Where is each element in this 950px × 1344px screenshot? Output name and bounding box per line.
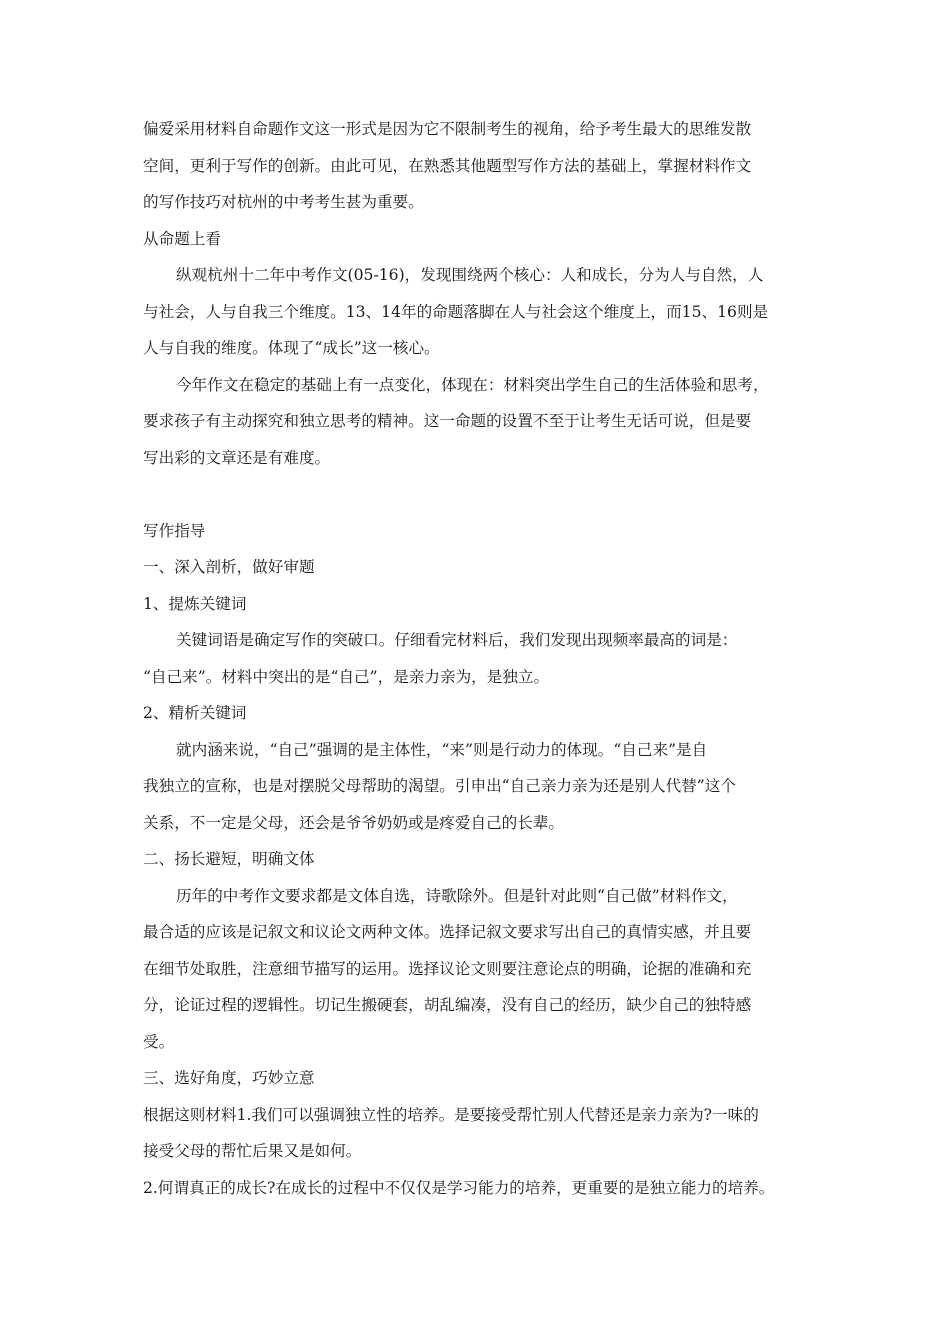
subsection-heading: 2、精析关键词 bbox=[143, 704, 247, 722]
section-heading: 从命题上看 bbox=[143, 230, 221, 248]
paragraph-line: 根据这则材料1.我们可以强调独立性的培养。是要接受帮忙别人代替还是亲力亲为?一味的 bbox=[143, 1106, 759, 1124]
paragraph-line: 分，论证过程的逻辑性。切记生搬硬套，胡乱编凑，没有自己的经历，缺少自己的独特感 bbox=[143, 996, 752, 1014]
paragraph-line: 人与自我的维度。体现了“成长”这一核心。 bbox=[143, 339, 440, 357]
paragraph-line: 今年作文在稳定的基础上有一点变化，体现在：材料突出学生自己的生活体验和思考， bbox=[176, 376, 769, 394]
paragraph-line: 纵观杭州十二年中考作文(05-16)，发现围绕两个核心：人和成长，分为人与自然，人 bbox=[176, 266, 764, 284]
subsection-heading: 一、深入剖析，做好审题 bbox=[143, 558, 315, 576]
subsection-heading: 二、扬长避短，明确文体 bbox=[143, 850, 315, 868]
paragraph-line: 接受父母的帮忙后果又是如何。 bbox=[143, 1142, 362, 1160]
subsection-heading: 1、提炼关键词 bbox=[143, 595, 247, 613]
paragraph-line: 写出彩的文章还是有难度。 bbox=[143, 449, 331, 467]
paragraph-line: 历年的中考作文要求都是文体自选，诗歌除外。但是针对此则“自己做”材料作文， bbox=[176, 887, 738, 905]
paragraph-line: 要求孩子有主动探究和独立思考的精神。这一命题的设置不至于让考生无话可说，但是要 bbox=[143, 412, 752, 430]
paragraph-line: 就内涵来说，“自己”强调的是主体性，“来”则是行动力的体现。“自己来”是自 bbox=[176, 741, 708, 759]
paragraph-line: 关键词语是确定写作的突破口。仔细看完材料后，我们发现出现频率最高的词是： bbox=[176, 631, 738, 649]
paragraph-line: 偏爱采用材料自命题作文这一形式是因为它不限制考生的视角，给予考生最大的思维发散 bbox=[143, 120, 752, 138]
paragraph-line: 受。 bbox=[143, 1033, 175, 1051]
paragraph-line: 最合适的应该是记叙文和议论文两种文体。选择记叙文要求写出自己的真情实感，并且要 bbox=[143, 923, 752, 941]
section-heading: 写作指导 bbox=[143, 522, 206, 540]
paragraph-line: 2.何谓真正的成长?在成长的过程中不仅仅是学习能力的培养，更重要的是独立能力的培养。 bbox=[143, 1179, 775, 1197]
paragraph-line: 的写作技巧对杭州的中考考生甚为重要。 bbox=[143, 193, 424, 211]
paragraph-line: 与社会，人与自我三个维度。13、14年的命题落脚在人与社会这个维度上，而15、16则是 bbox=[143, 303, 769, 321]
paragraph-line: 在细节处取胜，注意细节描写的运用。选择议论文则要注意论点的明确，论据的准确和充 bbox=[143, 960, 752, 978]
paragraph-line: 空间，更利于写作的创新。由此可见，在熟悉其他题型写作方法的基础上，掌握材料作文 bbox=[143, 157, 752, 175]
paragraph-line: “自己来”。材料中突出的是“自己”，是亲力亲为，是独立。 bbox=[143, 668, 550, 686]
paragraph-line: 我独立的宣称，也是对摆脱父母帮助的渴望。引申出“自己亲力亲为还是别人代替”这个 bbox=[143, 777, 736, 795]
subsection-heading: 三、选好角度，巧妙立意 bbox=[143, 1069, 315, 1087]
paragraph-line: 关系，不一定是父母，还会是爷爷奶奶或是疼爱自己的长辈。 bbox=[143, 814, 565, 832]
